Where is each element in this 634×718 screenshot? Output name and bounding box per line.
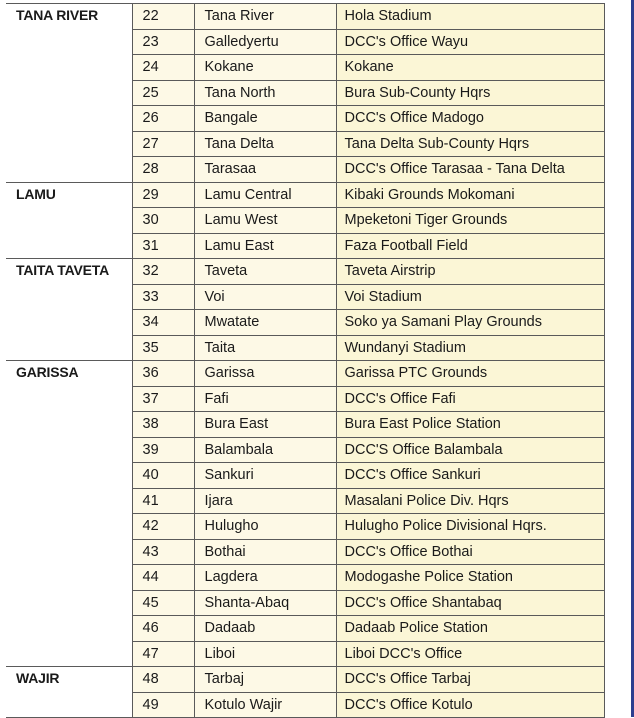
venue-cell: Kokane [336, 55, 604, 81]
county-name-cell: WAJIR [6, 667, 132, 718]
constituency-name-cell: Bura East [194, 412, 336, 438]
constituency-name-cell: Kotulo Wajir [194, 692, 336, 718]
constituency-number-cell: 46 [132, 616, 194, 642]
constituency-number-cell: 25 [132, 80, 194, 106]
venue-cell: DCC's Office Wayu [336, 29, 604, 55]
venue-cell: Hola Stadium [336, 4, 604, 30]
constituency-number-cell: 44 [132, 565, 194, 591]
constituency-name-cell: Tana Delta [194, 131, 336, 157]
constituency-number-cell: 39 [132, 437, 194, 463]
venue-cell: DCC'S Office Balambala [336, 437, 604, 463]
venue-cell: Faza Football Field [336, 233, 604, 259]
constituency-name-cell: Dadaab [194, 616, 336, 642]
constituency-number-cell: 45 [132, 590, 194, 616]
venue-cell: DCC's Office Tarbaj [336, 667, 604, 693]
constituency-name-cell: Bothai [194, 539, 336, 565]
constituency-name-cell: Voi [194, 284, 336, 310]
constituency-name-cell: Taveta [194, 259, 336, 285]
constituency-name-cell: Tarasaa [194, 157, 336, 183]
constituency-number-cell: 27 [132, 131, 194, 157]
table-row [6, 182, 604, 208]
table-row [6, 361, 604, 387]
county-name-cell: TANA RIVER [6, 4, 132, 183]
venue-cell: Tana Delta Sub-County Hqrs [336, 131, 604, 157]
venue-cell: DCC's Office Bothai [336, 539, 604, 565]
constituency-number-cell: 36 [132, 361, 194, 387]
venue-cell: Masalani Police Div. Hqrs [336, 488, 604, 514]
venue-cell: DCC's Office Shantabaq [336, 590, 604, 616]
venue-cell: Bura Sub-County Hqrs [336, 80, 604, 106]
venue-cell: Soko ya Samani Play Grounds [336, 310, 604, 336]
constituency-name-cell: Tana River [194, 4, 336, 30]
constituency-name-cell: Tana North [194, 80, 336, 106]
table-row [6, 259, 604, 285]
constituency-name-cell: Lagdera [194, 565, 336, 591]
county-name-cell: LAMU [6, 182, 132, 259]
venue-table-body [6, 4, 604, 718]
constituency-name-cell: Tarbaj [194, 667, 336, 693]
constituency-name-cell: Ijara [194, 488, 336, 514]
constituency-name-cell: Liboi [194, 641, 336, 667]
constituency-name-cell: Balambala [194, 437, 336, 463]
venue-cell: Mpeketoni Tiger Grounds [336, 208, 604, 234]
venue-cell: Wundanyi Stadium [336, 335, 604, 361]
constituency-number-cell: 38 [132, 412, 194, 438]
constituency-number-cell: 31 [132, 233, 194, 259]
constituency-number-cell: 24 [132, 55, 194, 81]
constituency-name-cell: Lamu West [194, 208, 336, 234]
venue-cell: Modogashe Police Station [336, 565, 604, 591]
constituency-name-cell: Bangale [194, 106, 336, 132]
constituency-name-cell: Lamu Central [194, 182, 336, 208]
venue-cell: DCC's Office Sankuri [336, 463, 604, 489]
constituency-number-cell: 48 [132, 667, 194, 693]
constituency-number-cell: 40 [132, 463, 194, 489]
constituency-name-cell: Mwatate [194, 310, 336, 336]
constituency-number-cell: 42 [132, 514, 194, 540]
constituency-number-cell: 47 [132, 641, 194, 667]
constituency-number-cell: 35 [132, 335, 194, 361]
constituency-number-cell: 23 [132, 29, 194, 55]
venue-cell: DCC's Office Kotulo [336, 692, 604, 718]
constituency-number-cell: 32 [132, 259, 194, 285]
constituency-name-cell: Sankuri [194, 463, 336, 489]
constituency-name-cell: Galledyertu [194, 29, 336, 55]
venue-cell: Kibaki Grounds Mokomani [336, 182, 604, 208]
constituency-number-cell: 34 [132, 310, 194, 336]
table-row [6, 667, 604, 693]
constituency-number-cell: 33 [132, 284, 194, 310]
constituency-name-cell: Shanta-Abaq [194, 590, 336, 616]
venue-cell: Liboi DCC's Office [336, 641, 604, 667]
constituency-name-cell: Lamu East [194, 233, 336, 259]
table-row [6, 4, 604, 30]
venue-cell: Hulugho Police Divisional Hqrs. [336, 514, 604, 540]
constituency-number-cell: 22 [132, 4, 194, 30]
venue-cell: Dadaab Police Station [336, 616, 604, 642]
constituency-number-cell: 37 [132, 386, 194, 412]
constituency-number-cell: 26 [132, 106, 194, 132]
county-name-cell: TAITA TAVETA [6, 259, 132, 361]
venue-cell: DCC's Office Madogo [336, 106, 604, 132]
constituency-number-cell: 41 [132, 488, 194, 514]
constituency-number-cell: 28 [132, 157, 194, 183]
venue-cell: Bura East Police Station [336, 412, 604, 438]
constituency-number-cell: 49 [132, 692, 194, 718]
constituency-number-cell: 43 [132, 539, 194, 565]
venue-cell: Voi Stadium [336, 284, 604, 310]
constituency-name-cell: Garissa [194, 361, 336, 387]
constituency-name-cell: Kokane [194, 55, 336, 81]
constituency-name-cell: Taita [194, 335, 336, 361]
county-name-cell: GARISSA [6, 361, 132, 667]
constituency-name-cell: Hulugho [194, 514, 336, 540]
constituency-number-cell: 30 [132, 208, 194, 234]
constituency-name-cell: Fafi [194, 386, 336, 412]
venue-cell: Garissa PTC Grounds [336, 361, 604, 387]
constituency-number-cell: 29 [132, 182, 194, 208]
venue-cell: Taveta Airstrip [336, 259, 604, 285]
venue-cell: DCC's Office Tarasaa - Tana Delta [336, 157, 604, 183]
venue-cell: DCC's Office Fafi [336, 386, 604, 412]
venue-table [6, 3, 605, 718]
